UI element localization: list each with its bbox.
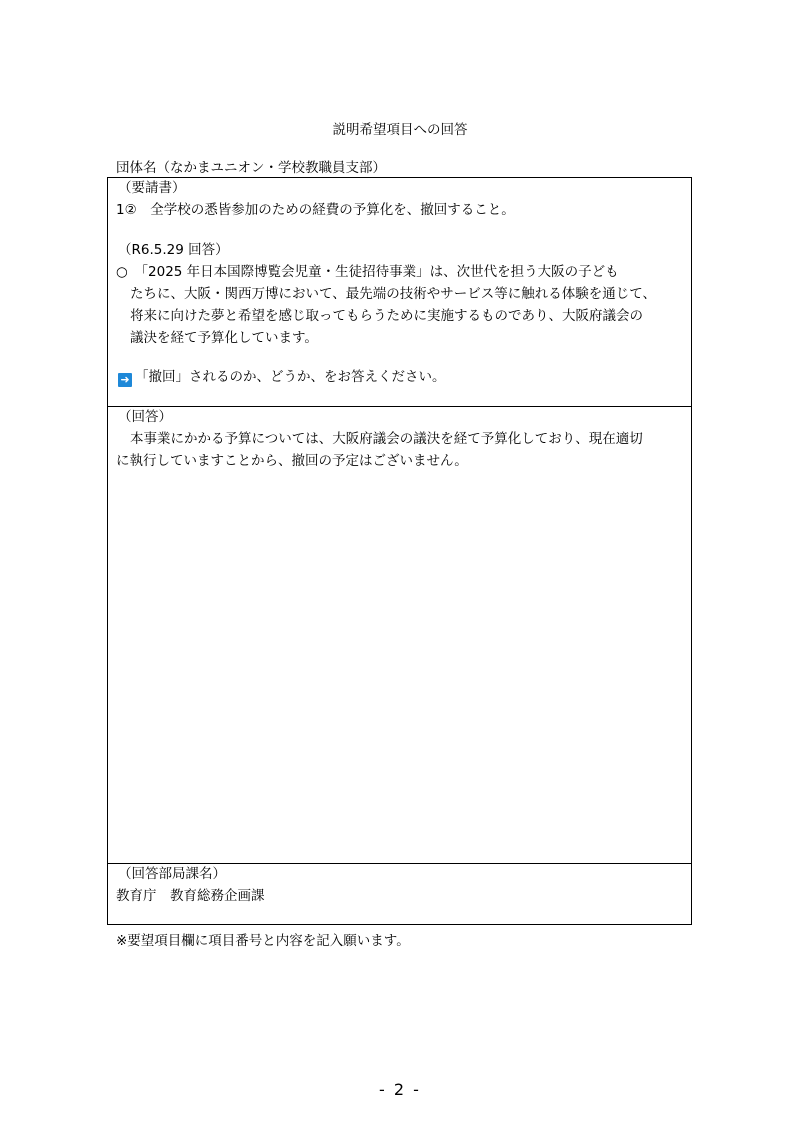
- prev-answer-line-3: 将来に向けた夢と希望を感じ取ってもらうために実施するものであり、大阪府議会の: [130, 308, 643, 324]
- request-section: [108, 178, 691, 407]
- footnote: ※要望項目欄に項目番号と内容を記入願います。: [116, 933, 410, 949]
- arrow-right-icon: ➜: [118, 373, 132, 387]
- prev-answer-heading: （R6.5.29 回答）: [118, 242, 229, 258]
- page-title: 説明希望項目への回答: [332, 122, 468, 138]
- prev-answer-line-4: 議決を経て予算化しています。: [130, 330, 318, 346]
- prev-answer-line-2: たちに、大阪・関西万博において、最先端の技術やサービス等に触れる体験を通じて、: [130, 286, 656, 302]
- department-name: 教育庁 教育総務企画課: [116, 888, 265, 904]
- request-heading: （要請書）: [118, 180, 186, 196]
- answer-form: [107, 177, 692, 925]
- answer-line-2: に執行していますことから、撤回の予定はございません。: [116, 453, 468, 469]
- question-text: 「撤回」されるのか、どうか、をお答えください。: [135, 369, 446, 385]
- answer-section: [108, 407, 691, 864]
- question-line: [118, 367, 446, 387]
- answer-heading: （回答）: [118, 409, 172, 425]
- organization-name: 団体名（なかまユニオン・学校教職員支部）: [116, 160, 386, 176]
- prev-answer-line-1: ○ 「2025 年日本国際博覧会児童・生徒招待事業」は、次世代を担う大阪の子ども: [116, 264, 619, 280]
- answer-line-1: 本事業にかかる予算については、大阪府議会の議決を経て予算化しており、現在適切: [130, 431, 643, 447]
- page-number: - 2 -: [379, 1080, 421, 1099]
- department-section: [108, 864, 691, 924]
- request-item: 1② 全学校の悉皆参加のための経費の予算化を、撤回すること。: [116, 202, 515, 218]
- department-heading: （回答部局課名）: [118, 866, 226, 882]
